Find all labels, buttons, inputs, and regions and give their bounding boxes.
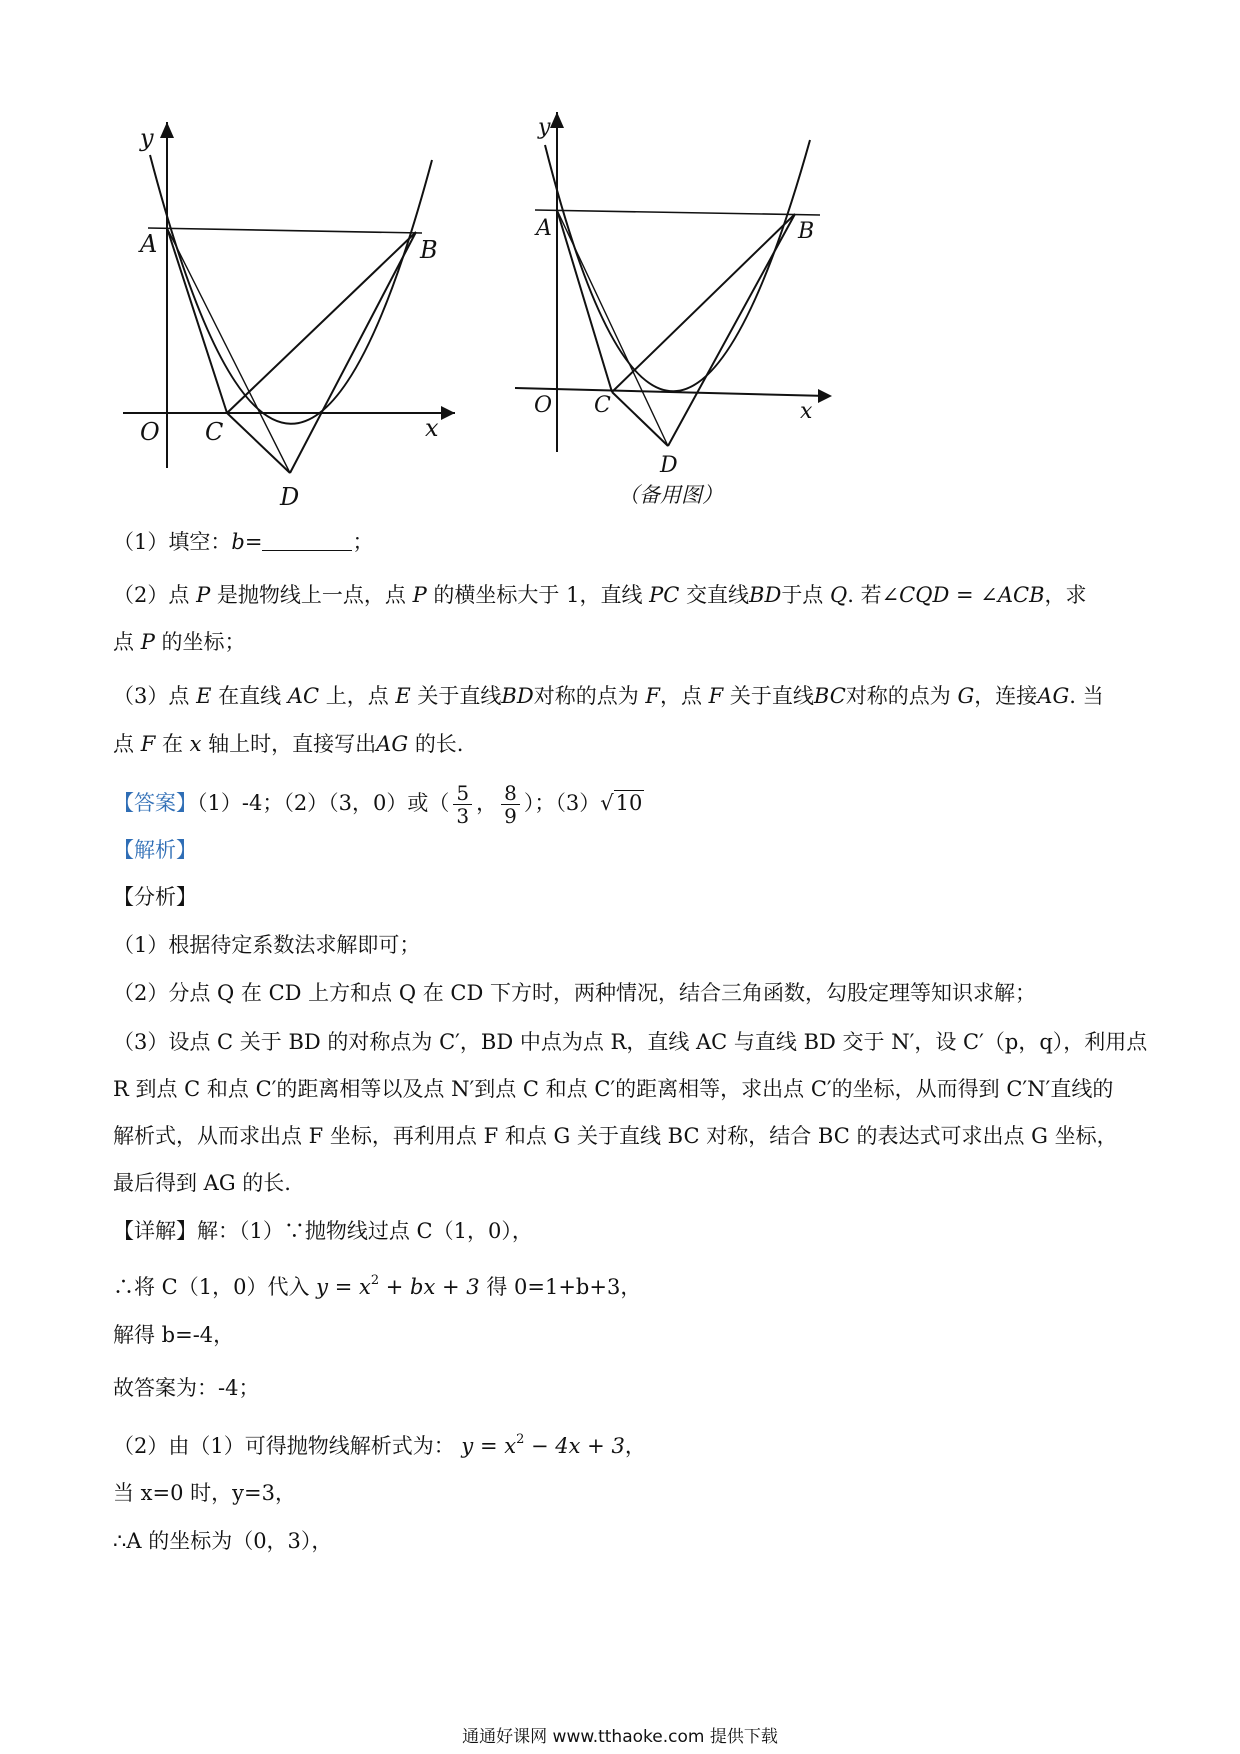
figure-main — [123, 122, 455, 473]
label-y: y — [140, 124, 154, 152]
fraction-8-9: $\frac{8}{9}$ — [501, 782, 520, 827]
fraction-5-3: $\frac{5}{3}$ — [453, 782, 472, 827]
detail-6: 当 x=0 时，y=3， — [113, 1481, 296, 1505]
question-2-line-1: （2）点 P 是抛物线上一点，点 P 的横坐标大于 1，直线 PC 交直线BD于点 Q. 若∠CQD = ∠ACB，求 — [113, 583, 1087, 607]
x-axis-arrow-2 — [818, 389, 832, 403]
figure-backup-labels — [534, 115, 814, 507]
detail-7: ∴A 的坐标为（0，3）， — [113, 1529, 333, 1553]
label-b-2: B — [798, 219, 815, 244]
label-x-2: x — [800, 399, 813, 424]
segment-cd-2 — [612, 392, 668, 446]
label-b: B — [420, 236, 438, 264]
y-axis-arrow — [160, 122, 174, 138]
question-3-line-2: 点 F 在 x 轴上时，直接写出AG 的长. — [113, 732, 464, 756]
segment-db-2 — [668, 214, 795, 446]
answer-blank — [262, 530, 352, 551]
segment-ac-2 — [557, 210, 612, 392]
label-d-2: D — [660, 453, 678, 478]
detail-4: 故答案为：-4； — [113, 1376, 260, 1400]
label-a-2: A — [536, 216, 552, 241]
label-c-2: C — [594, 393, 611, 418]
segment-ad-2 — [557, 210, 668, 446]
analysis-3-line-3: 解析式，从而求出点 F 坐标，再利用点 F 和点 G 关于直线 BC 对称，结合 BC 的表达式可求出点 G 坐标， — [113, 1124, 1118, 1148]
figure-backup — [515, 112, 832, 452]
detail-3: 解得 b=-4， — [113, 1323, 235, 1347]
label-o: O — [140, 418, 160, 446]
detail-2: ∴将 C（1，0）代入 $y = x^2$ + bx + 3 得 0=1+b+3， — [113, 1273, 642, 1299]
y-axis-arrow-2 — [550, 112, 564, 128]
sqrt-10: √10 — [600, 791, 643, 815]
analysis-2: （2）分点 Q 在 CD 上方和点 Q 在 CD 下方时，两种情况，结合三角函数，勾股定理等知识求解； — [113, 981, 1037, 1005]
horizontal-line-ab — [148, 228, 422, 233]
figure-main-labels — [138, 124, 439, 511]
label-x: x — [425, 414, 439, 442]
analysis-1: （1）根据待定系数法求解即可； — [113, 933, 421, 957]
figures — [0, 0, 1240, 520]
segment-cb-2 — [612, 214, 795, 392]
label-y-2: y — [538, 115, 551, 140]
x-axis-arrow — [441, 406, 455, 420]
analysis-3-line-1: （3）设点 C 关于 BD 的对称点为 C′，BD 中点为点 R，直线 AC 与直线 BD 交于 N′，设 C′（p，q），利用点 — [113, 1030, 1148, 1054]
segment-ad — [167, 228, 290, 473]
segment-ac — [167, 228, 227, 413]
segment-db — [290, 232, 416, 473]
detail-5: （2）由（1）可得抛物线解析式为： $y = x^2 - 4x + 3$， — [113, 1432, 646, 1458]
label-c: C — [205, 418, 224, 446]
label-d: D — [280, 483, 300, 511]
detail-1: 【详解】解：（1）∵抛物线过点 C（1，0）， — [113, 1219, 533, 1243]
answer-tag: 【答案】 — [113, 791, 197, 815]
parabola-1 — [150, 155, 432, 424]
analysis-3-line-2: R 到点 C 和点 C′的距离相等以及点 N′到点 C 和点 C′的距离相等，求出点 C′的坐标，从而得到 C′N′直线的 — [113, 1077, 1114, 1101]
question-3-line-1: （3）点 E 在直线 AC 上，点 E 关于直线BD对称的点为 F，点 F 关于直线BC对称的点为 G，连接AG. 当 — [113, 684, 1104, 708]
horizontal-line-ab-2 — [535, 210, 820, 215]
backup-caption: （备用图） — [618, 483, 723, 507]
parabola-2 — [545, 140, 810, 391]
analysis-tag: 【解析】 — [113, 838, 197, 862]
label-a: A — [140, 230, 158, 258]
answer-line: 【答案】（1）-4；（2）（3，0）或（ $\frac{5}{3}$ ， $\frac{8}{9}$ ）；（3）√10 — [113, 774, 644, 832]
segment-cb — [227, 232, 416, 413]
question-2-line-2: 点 P 的坐标； — [113, 630, 246, 654]
analysis-3-line-4: 最后得到 AG 的长. — [113, 1171, 291, 1195]
footer-watermark: 通通好课网 www.tthaoke.com 提供下载 — [462, 1727, 778, 1747]
question-1: （1）填空：b= ； — [113, 530, 374, 554]
fenxi-tag: 【分析】 — [113, 885, 197, 909]
label-o-2: O — [534, 393, 553, 418]
